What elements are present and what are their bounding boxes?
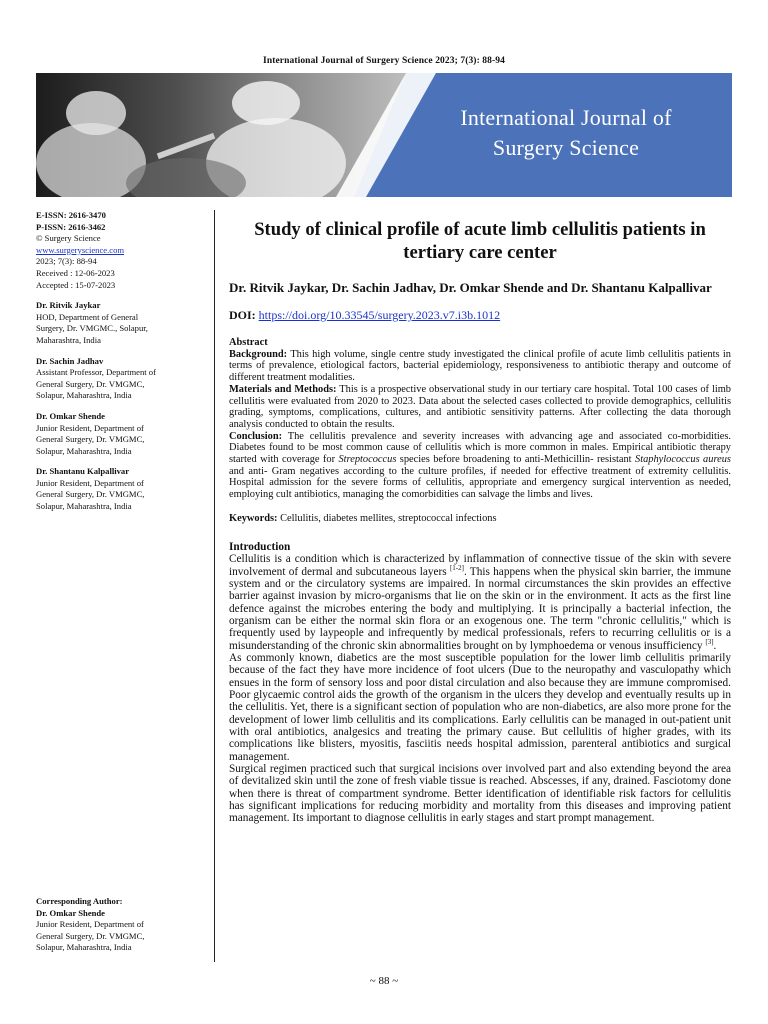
journal-title	[416, 103, 716, 163]
intro-paragraph: Surgical regimen practiced such that surgical incisions over involved part and also extending beyond the area of devitalized skin until the zone of fresh viable tissue is reached. Abscesses, if any, drained. Fasciotomy done when there is threat of compartment syndrome. Better identification of identifiable risk factors for cellulitis has significant implications for reducing morbidity and mortality from this diseases and improving patient management. Its important to diagnose cellulitis in early stages and start prompt management.	[229, 763, 731, 825]
column-divider	[214, 210, 215, 962]
corresponding-label: Corresponding Author:	[36, 896, 123, 906]
conclusion-label: Conclusion:	[229, 430, 283, 442]
pissn: P-ISSN: 2616-3462	[36, 221, 106, 232]
corresponding-author	[36, 896, 208, 954]
methods-text: This is a prospective observational study in our tertiary care hospital. Total 100 cases of limb cellulitis were evaluated from 2020 to 2023. Data about the selected cases collected to provide demographics, cellulitis grading, symptoms, complications, cultures, and antibiotic sensitivity patterns. After collecting the data thorough analysis conducted to obtain the results.	[229, 383, 731, 430]
conclusion-text: The cellulitis prevalence and severity increases with advancing age and associated co-morbidities. Diabetes found to be most common cause of cellulitis which is more common in males. Empirical antibiotic therapy started with coverage for	[229, 430, 731, 466]
intro-text: .	[713, 639, 717, 652]
page-number: ~ 88 ~	[369, 975, 399, 987]
corresponding-name: Dr. Omkar Shende	[36, 907, 106, 918]
author-affiliation	[36, 300, 208, 346]
article-authors: Dr. Ritvik Jaykar, Dr. Sachin Jadhav, Dr. Omkar Shende and Dr. Shantanu Kalpallivar	[229, 280, 712, 295]
affiliation-line: Junior Resident, Department of	[36, 919, 144, 930]
affiliation-line: Assistant Professor, Department of	[36, 367, 156, 378]
abstract-conclusion	[229, 431, 731, 501]
keywords-text: Cellulitis, diabetes mellites, streptococcal infections	[280, 512, 497, 524]
affiliation-line: General Surgery, Dr. VMGMC,	[36, 930, 145, 941]
intro-heading: Introduction	[229, 540, 291, 553]
article-title: Study of clinical profile of acute limb cellulitis patients in tertiary care center	[254, 219, 706, 263]
website-link[interactable]: www.surgeryscience.com	[36, 244, 125, 255]
doi-line	[229, 308, 731, 323]
eissn: E-ISSN: 2616-3470	[36, 210, 106, 220]
conclusion-italic: Staphylococcus aureus	[635, 454, 731, 466]
journal-banner	[36, 73, 732, 197]
affiliation-line: Junior Resident, Department of	[36, 477, 144, 488]
background-text: This high volume, single centre study investigated the clinical profile of acute limb cellulitis patients in terms of prevalence, etiological factors, bacterial epidemiology, responsiveness to antibiotic therapy and outcome of different treatment modalities.	[229, 348, 731, 384]
intro-text: . This happens when the physical skin barrier, the immune system and or the circulatory systems are impaired. In normal circumstances the skin provides an effective barrier against invasion by micro-organisms that lie on the skin or in the environment. It acts as the first line defence against the microbes entering the body and multiplying. It is principally a bacterial infection, the organism can be either the normal skin flora or an exogenous one. The term "chronic cellulitis," which is frequently used by laypeople and infrequently by medical professionals, refers to recurring cellulitis or is a misunderstanding of the chronic skin abnormalities brought on by lymphoedema or venous insufficiency	[229, 565, 731, 652]
intro-text: Cellulitis is a condition which is characterized by inflammation of connective tissue of the skin with severe involvement of dermal and subcutaneous layers	[229, 553, 731, 578]
author-name: Dr. Sachin Jadhav	[36, 355, 104, 366]
sidebar	[36, 210, 208, 513]
journal-title-line2: Surgery Science	[492, 135, 640, 160]
methods-label: Materials and Methods:	[229, 383, 337, 395]
abstract-methods	[229, 384, 731, 431]
abstract	[229, 337, 731, 501]
intro-paragraph: As commonly known, diabetics are the most susceptible population for the lower limb cellulitis primarily because of the fact they have more incidence of foot ulcers (Due to the neuropathy and vasculopathy which ensues in the form of sensory loss and poor distal circulation and also because they are immune compromised. Poor glycaemic control aids the growth of the organism in the ulcers they develop and eventually results up in the cellulitis. Yet, there is a significant section of population who are non-diabetics, are also more prone for the development of lower limb cellulitis and its complications. Early cellulitis can be managed in out-patient unit with oral antibiotics, analgesics and treating the primary cause. But cellulitis of higher grades, with its complications like blisters, myositis, fasciitis needs hospital admission, parenteral antibiotics and surgical management.	[229, 651, 731, 763]
affiliation-line: Surgery, Dr. VMGMC., Solapur,	[36, 323, 148, 334]
running-head: International Journal of Surgery Science 2023; 7(3): 88-94	[263, 56, 505, 66]
abstract-heading: Abstract	[229, 337, 268, 348]
affiliation-line: HOD, Department of General	[36, 311, 139, 322]
affiliation-line: General Surgery, Dr. VMGMC,	[36, 489, 145, 500]
author-affiliation	[36, 411, 208, 457]
background-label: Background:	[229, 348, 288, 360]
author-name: Dr. Ritvik Jaykar	[36, 300, 101, 311]
affiliation-line: Solapur, Maharashtra, India	[36, 501, 132, 512]
affiliation-line: Maharashtra, India	[36, 334, 101, 345]
conclusion-text: species before broadening to anti-Methicillin- resistant	[399, 454, 632, 466]
keywords-label: Keywords:	[229, 512, 278, 524]
conclusion-text: and anti- Gram negatives according to the culture profiles, if needed for effective treatment of extremity cellulitis. Hospital admission for the severe forms of cellulitis, appropriate and emergency surgical intervention as needed, employing cult antibiotics, managing the comorbidities can salvage the limbs and lives.	[229, 465, 731, 501]
journal-title-line1: International Journal of	[460, 105, 672, 130]
keywords	[229, 513, 731, 525]
article-main	[229, 218, 731, 825]
citation: [3]	[705, 637, 714, 646]
issue-info: 2023; 7(3): 88-94	[36, 256, 97, 267]
introduction	[229, 541, 731, 825]
affiliation-line: General Surgery, Dr. VMGMC,	[36, 378, 145, 389]
copyright: © Surgery Science	[36, 233, 101, 244]
author-name: Dr. Omkar Shende	[36, 410, 106, 421]
received-date: Received : 12-06-2023	[36, 267, 115, 278]
affiliation-line: Solapur, Maharashtra, India	[36, 445, 132, 456]
author-affiliation	[36, 466, 208, 512]
abstract-background	[229, 349, 731, 384]
intro-paragraph	[229, 553, 731, 652]
affiliation-line: General Surgery, Dr. VMGMC,	[36, 434, 145, 445]
author-affiliation	[36, 356, 208, 402]
affiliation-line: Solapur, Maharashtra, India	[36, 942, 132, 953]
author-name: Dr. Shantanu Kalpallivar	[36, 466, 130, 477]
citation: [1-2]	[449, 563, 464, 572]
conclusion-italic: Streptococcus	[338, 454, 397, 466]
affiliation-line: Solapur, Maharashtra, India	[36, 390, 132, 401]
accepted-date: Accepted : 15-07-2023	[36, 279, 116, 290]
doi-link[interactable]: https://doi.org/10.33545/surgery.2023.v7.i3b.1012	[258, 308, 501, 322]
doi-label: DOI:	[229, 308, 256, 322]
affiliation-line: Junior Resident, Department of	[36, 422, 144, 433]
